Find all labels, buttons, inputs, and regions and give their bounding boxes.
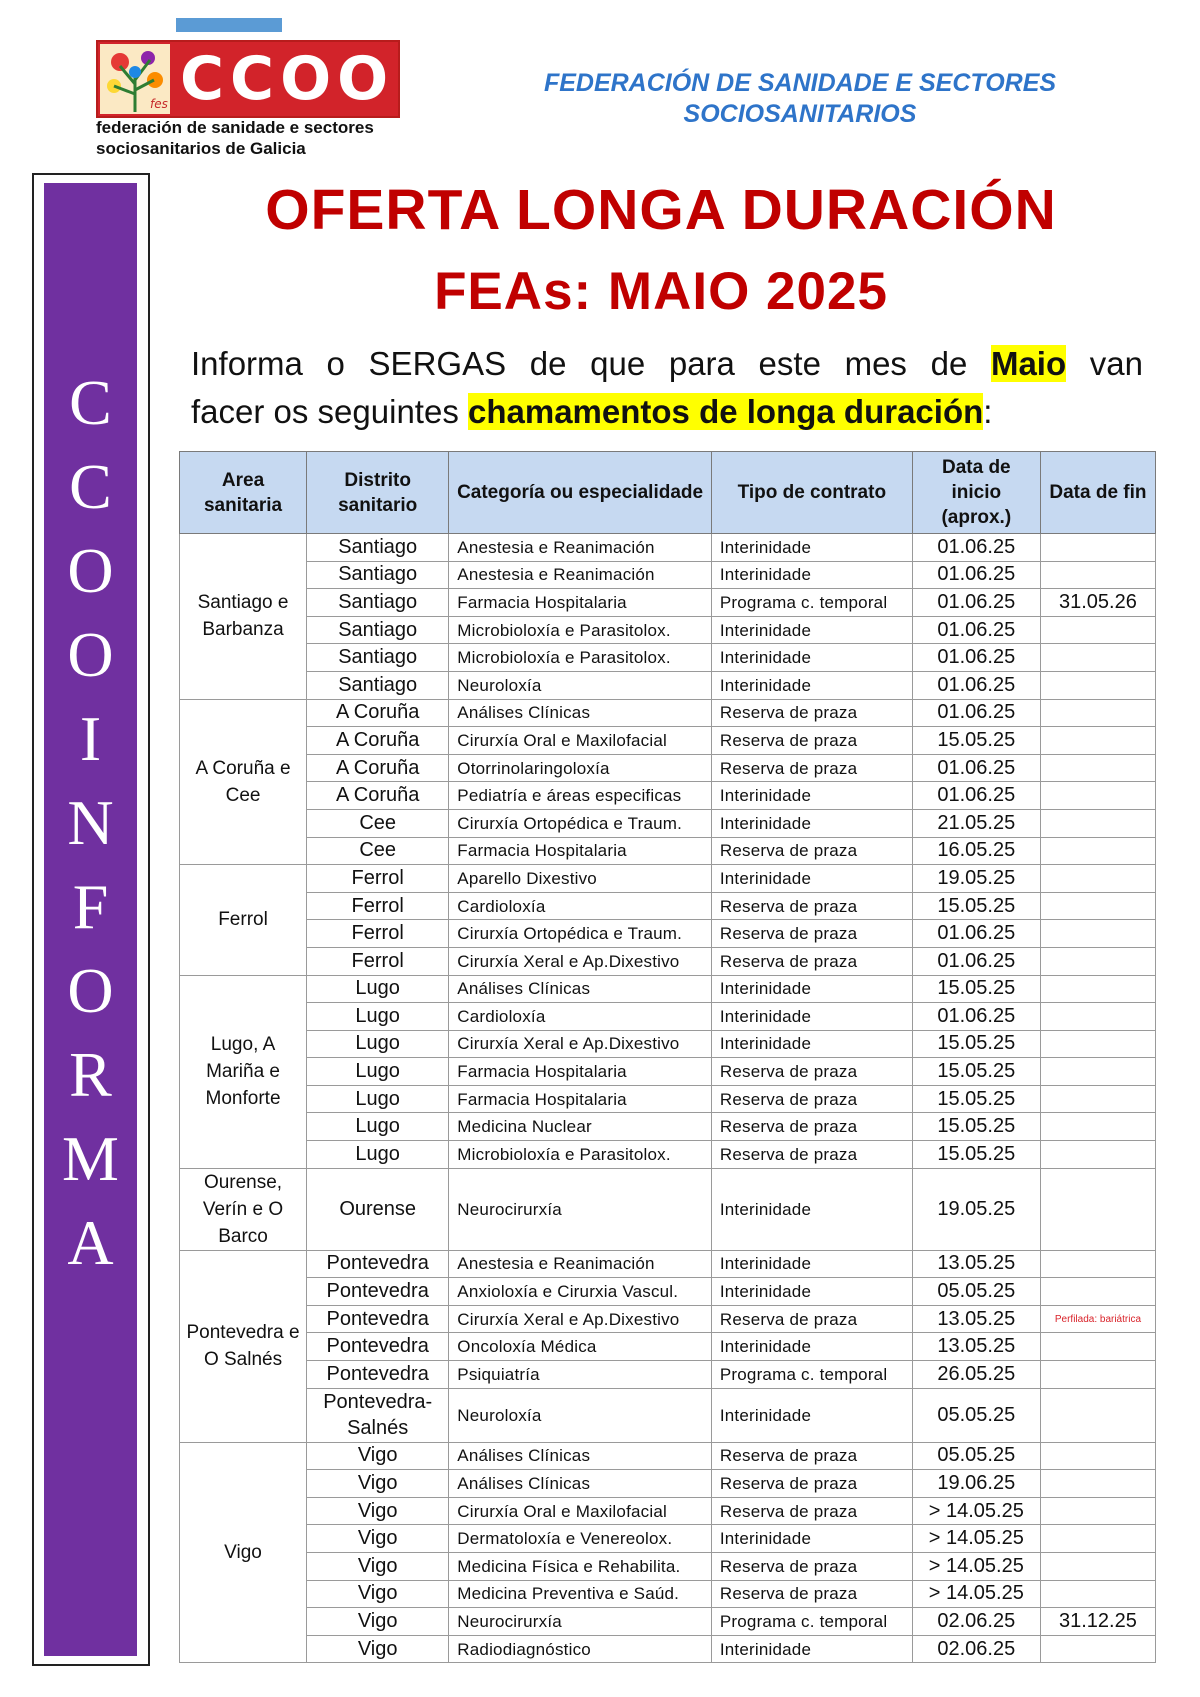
cell-tipo: Interinidade: [711, 1525, 912, 1553]
table-row: [180, 699, 1156, 727]
ccoo-informa-banner: [44, 183, 137, 1656]
cell-distrito: A Coruña: [307, 727, 449, 755]
cell-distrito: A Coruña: [307, 782, 449, 810]
cell-categoria: Neuroloxía: [449, 671, 712, 699]
header-distrito: Distrito sanitario: [307, 452, 449, 534]
cell-fin: [1040, 865, 1155, 893]
cell-fin: [1040, 782, 1155, 810]
intro-text-1: Informa o SERGAS de que para este mes de: [191, 345, 991, 382]
table-row: [180, 1580, 1156, 1608]
cell-inicio: 01.06.25: [912, 947, 1040, 975]
cell-categoria: Neurocirurxía: [449, 1608, 712, 1636]
cell-tipo: Reserva de praza: [711, 1553, 912, 1581]
cell-tipo: Interinidade: [711, 1333, 912, 1361]
header-fin: Data de fin: [1040, 452, 1155, 534]
header-categoria: Categoría ou especialidade: [449, 452, 712, 534]
table-row: [180, 975, 1156, 1003]
cell-inicio: 01.06.25: [912, 616, 1040, 644]
cell-fin: [1040, 892, 1155, 920]
cell-inicio: 15.05.25: [912, 727, 1040, 755]
cell-distrito: Santiago: [307, 589, 449, 617]
table-row: [180, 1525, 1156, 1553]
cell-categoria: Neuroloxía: [449, 1388, 712, 1442]
banner-letter: N: [67, 787, 114, 858]
cell-area: Lugo, A Mariña e Monforte: [180, 975, 307, 1168]
federation-line1: FEDERACIÓN DE SANIDADE E SECTORES: [543, 69, 1057, 97]
cell-distrito: Pontevedra-Salnés: [307, 1388, 449, 1442]
intro-line2: [191, 388, 1143, 436]
cell-tipo: Interinidade: [711, 671, 912, 699]
cell-tipo: Programa c. temporal: [711, 1361, 912, 1389]
cell-tipo: Interinidade: [711, 782, 912, 810]
table-row: [180, 754, 1156, 782]
cell-inicio: 01.06.25: [912, 754, 1040, 782]
table-row: [180, 616, 1156, 644]
cell-inicio: 13.05.25: [912, 1333, 1040, 1361]
cell-fin: [1040, 920, 1155, 948]
table-row: [180, 837, 1156, 865]
fes-emblem-icon: [100, 44, 170, 114]
cell-categoria: Farmacia Hospitalaria: [449, 589, 712, 617]
cell-distrito: Lugo: [307, 1003, 449, 1031]
cell-categoria: Pediatría e áreas especificas: [449, 782, 712, 810]
cell-categoria: Farmacia Hospitalaria: [449, 837, 712, 865]
cell-fin-note: Perfilada: bariátrica: [1040, 1305, 1155, 1333]
table-row: [180, 1305, 1156, 1333]
cell-distrito: A Coruña: [307, 699, 449, 727]
cell-tipo: Reserva de praza: [711, 1305, 912, 1333]
cell-categoria: Cardioloxía: [449, 892, 712, 920]
table-row: [180, 1003, 1156, 1031]
cell-fin: [1040, 1580, 1155, 1608]
header-tipo: Tipo de contrato: [711, 452, 912, 534]
cell-fin: [1040, 975, 1155, 1003]
cell-area: Ourense, Verín e O Barco: [180, 1168, 307, 1250]
cell-tipo: Reserva de praza: [711, 754, 912, 782]
table-row: [180, 589, 1156, 617]
banner-letter: C: [69, 367, 112, 438]
offers-table: [179, 451, 1156, 1663]
cell-inicio: > 14.05.25: [912, 1580, 1040, 1608]
cell-fin: [1040, 809, 1155, 837]
cell-categoria: Cirurxía Xeral e Ap.Dixestivo: [449, 1030, 712, 1058]
cell-distrito: Ferrol: [307, 947, 449, 975]
cell-tipo: Reserva de praza: [711, 1058, 912, 1086]
cell-categoria: Neurocirurxía: [449, 1168, 712, 1250]
table-row: [180, 809, 1156, 837]
table-row: [180, 561, 1156, 589]
cell-inicio: 01.06.25: [912, 699, 1040, 727]
cell-fin: [1040, 1553, 1155, 1581]
banner-letter: I: [79, 703, 102, 774]
cell-inicio: 02.06.25: [912, 1608, 1040, 1636]
table-row: [180, 1250, 1156, 1278]
table-row: [180, 947, 1156, 975]
table-row: [180, 920, 1156, 948]
cell-fin: [1040, 754, 1155, 782]
cell-tipo: Reserva de praza: [711, 1497, 912, 1525]
cell-distrito: Santiago: [307, 616, 449, 644]
cell-inicio: 01.06.25: [912, 671, 1040, 699]
cell-area: A Coruña e Cee: [180, 699, 307, 865]
cell-categoria: Anestesia e Reanimación: [449, 1250, 712, 1278]
page-title: OFERTA LONGA DURACIÓN: [265, 178, 1057, 242]
cell-categoria: Cardioloxía: [449, 1003, 712, 1031]
cell-distrito: Lugo: [307, 1085, 449, 1113]
cell-inicio: 26.05.25: [912, 1361, 1040, 1389]
banner-letter: M: [62, 1123, 119, 1194]
table-row: [180, 727, 1156, 755]
cell-distrito: Lugo: [307, 975, 449, 1003]
cell-categoria: Microbioloxía e Parasitolox.: [449, 1141, 712, 1169]
cell-categoria: Anestesia e Reanimación: [449, 561, 712, 589]
cell-tipo: Interinidade: [711, 809, 912, 837]
cell-categoria: Análises Clínicas: [449, 1470, 712, 1498]
cell-tipo: Interinidade: [711, 1168, 912, 1250]
banner-letter: F: [72, 871, 109, 942]
cell-distrito: Lugo: [307, 1058, 449, 1086]
header-area: Area sanitaria: [180, 452, 307, 534]
cell-categoria: Microbioloxía e Parasitolox.: [449, 644, 712, 672]
intro-text-4: :: [983, 393, 993, 430]
cell-distrito: Santiago: [307, 534, 449, 562]
cell-tipo: Interinidade: [711, 975, 912, 1003]
cell-distrito: Ferrol: [307, 920, 449, 948]
offers-table-body: [180, 534, 1156, 1663]
table-row: [180, 644, 1156, 672]
cell-inicio: 16.05.25: [912, 837, 1040, 865]
cell-categoria: Análises Clínicas: [449, 699, 712, 727]
cell-tipo: Reserva de praza: [711, 947, 912, 975]
cell-inicio: 01.06.25: [912, 920, 1040, 948]
cell-inicio: 05.05.25: [912, 1278, 1040, 1306]
cell-distrito: Santiago: [307, 671, 449, 699]
cell-distrito: Pontevedra: [307, 1361, 449, 1389]
cell-fin: [1040, 1250, 1155, 1278]
cell-inicio: 15.05.25: [912, 892, 1040, 920]
cell-tipo: Interinidade: [711, 616, 912, 644]
cell-inicio: 01.06.25: [912, 534, 1040, 562]
cell-fin: [1040, 1141, 1155, 1169]
table-row: [180, 1113, 1156, 1141]
cell-inicio: 13.05.25: [912, 1305, 1040, 1333]
cell-area: Pontevedra e O Salnés: [180, 1250, 307, 1442]
cell-tipo: Interinidade: [711, 644, 912, 672]
ccoo-logo: [96, 40, 400, 118]
cell-tipo: Reserva de praza: [711, 1442, 912, 1470]
table-row: [180, 1278, 1156, 1306]
cell-categoria: Análises Clínicas: [449, 975, 712, 1003]
cell-inicio: 01.06.25: [912, 644, 1040, 672]
cell-tipo: Reserva de praza: [711, 837, 912, 865]
cell-fin: [1040, 699, 1155, 727]
cell-categoria: Cirurxía Xeral e Ap.Dixestivo: [449, 947, 712, 975]
table-row: [180, 1141, 1156, 1169]
table-row: [180, 1361, 1156, 1389]
cell-distrito: Ferrol: [307, 892, 449, 920]
cell-fin: [1040, 1085, 1155, 1113]
table-row: [180, 1497, 1156, 1525]
cell-categoria: Farmacia Hospitalaria: [449, 1058, 712, 1086]
cell-inicio: 05.05.25: [912, 1388, 1040, 1442]
table-row: [180, 782, 1156, 810]
cell-categoria: Cirurxía Oral e Maxilofacial: [449, 1497, 712, 1525]
cell-inicio: 15.05.25: [912, 1030, 1040, 1058]
cell-distrito: Pontevedra: [307, 1250, 449, 1278]
cell-inicio: 01.06.25: [912, 1003, 1040, 1031]
cell-inicio: 19.06.25: [912, 1470, 1040, 1498]
cell-categoria: Cirurxía Ortopédica e Traum.: [449, 920, 712, 948]
table-row: [180, 1333, 1156, 1361]
cell-distrito: Lugo: [307, 1113, 449, 1141]
cell-tipo: Interinidade: [711, 1003, 912, 1031]
cell-fin: [1040, 1168, 1155, 1250]
cell-tipo: Reserva de praza: [711, 699, 912, 727]
table-row: [180, 892, 1156, 920]
logo-caption-line2: sociosanitarios de Galicia: [96, 139, 306, 158]
cell-fin: [1040, 1278, 1155, 1306]
cell-fin: [1040, 561, 1155, 589]
cell-categoria: Microbioloxía e Parasitolox.: [449, 616, 712, 644]
cell-categoria: Aparello Dixestivo: [449, 865, 712, 893]
cell-distrito: Lugo: [307, 1030, 449, 1058]
cell-distrito: Cee: [307, 837, 449, 865]
cell-fin: [1040, 1361, 1155, 1389]
cell-tipo: Interinidade: [711, 865, 912, 893]
cell-tipo: Reserva de praza: [711, 1141, 912, 1169]
cell-inicio: 01.06.25: [912, 782, 1040, 810]
cell-distrito: Vigo: [307, 1553, 449, 1581]
banner-letter: O: [67, 955, 114, 1026]
cell-tipo: Reserva de praza: [711, 1113, 912, 1141]
cell-categoria: Radiodiagnóstico: [449, 1635, 712, 1663]
cell-fin: [1040, 1003, 1155, 1031]
cell-categoria: Anxioloxía e Cirurxia Vascul.: [449, 1278, 712, 1306]
cell-fin: [1040, 1113, 1155, 1141]
cell-distrito: Pontevedra: [307, 1333, 449, 1361]
cell-inicio: > 14.05.25: [912, 1525, 1040, 1553]
cell-inicio: 01.06.25: [912, 589, 1040, 617]
cell-tipo: Reserva de praza: [711, 727, 912, 755]
cell-categoria: Otorrinolaringoloxía: [449, 754, 712, 782]
cell-tipo: Programa c. temporal: [711, 1608, 912, 1636]
cell-distrito: Vigo: [307, 1442, 449, 1470]
cell-fin: [1040, 671, 1155, 699]
table-row: [180, 1085, 1156, 1113]
cell-tipo: Interinidade: [711, 1030, 912, 1058]
table-row: [180, 1442, 1156, 1470]
cell-distrito: Vigo: [307, 1635, 449, 1663]
table-row: [180, 1470, 1156, 1498]
cell-fin: [1040, 534, 1155, 562]
cell-fin: [1040, 616, 1155, 644]
cell-distrito: Pontevedra: [307, 1305, 449, 1333]
intro-highlight: chamamentos de longa duración: [468, 393, 984, 430]
cell-fin: [1040, 644, 1155, 672]
banner-letter: A: [67, 1207, 114, 1278]
cell-area: Vigo: [180, 1442, 307, 1663]
cell-categoria: Medicina Preventiva e Saúd.: [449, 1580, 712, 1608]
cell-tipo: Reserva de praza: [711, 1580, 912, 1608]
table-header-row: [180, 452, 1156, 534]
cell-categoria: Cirurxía Ortopédica e Traum.: [449, 809, 712, 837]
logo-accent-bar: [176, 18, 282, 32]
cell-distrito: Santiago: [307, 561, 449, 589]
intro-text-3: facer os seguintes: [191, 393, 468, 430]
cell-distrito: Ferrol: [307, 865, 449, 893]
cell-tipo: Interinidade: [711, 1278, 912, 1306]
cell-categoria: Cirurxía Oral e Maxilofacial: [449, 727, 712, 755]
cell-inicio: 19.05.25: [912, 865, 1040, 893]
logo-caption: [96, 117, 426, 159]
cell-fin: 31.05.26: [1040, 589, 1155, 617]
table-row: [180, 865, 1156, 893]
cell-categoria: Cirurxía Xeral e Ap.Dixestivo: [449, 1305, 712, 1333]
cell-tipo: Reserva de praza: [711, 1085, 912, 1113]
table-row: [180, 1168, 1156, 1250]
cell-categoria: Análises Clínicas: [449, 1442, 712, 1470]
cell-distrito: Cee: [307, 809, 449, 837]
cell-inicio: > 14.05.25: [912, 1497, 1040, 1525]
cell-inicio: 19.05.25: [912, 1168, 1040, 1250]
intro-paragraph: [191, 340, 1143, 436]
cell-tipo: Interinidade: [711, 1388, 912, 1442]
cell-fin: [1040, 1030, 1155, 1058]
federation-line2: SOCIOSANITARIOS: [683, 100, 917, 128]
cell-fin: [1040, 837, 1155, 865]
cell-inicio: 15.05.25: [912, 1113, 1040, 1141]
cell-tipo: Interinidade: [711, 561, 912, 589]
logo-caption-line1: federación de sanidade e sectores: [96, 118, 374, 137]
banner-letter: C: [69, 451, 112, 522]
cell-area: Ferrol: [180, 865, 307, 975]
cell-tipo: Reserva de praza: [711, 920, 912, 948]
cell-tipo: Interinidade: [711, 1250, 912, 1278]
cell-categoria: Anestesia e Reanimación: [449, 534, 712, 562]
table-row: [180, 1058, 1156, 1086]
emblem-label: fes: [150, 97, 168, 111]
table-row: [180, 1388, 1156, 1442]
cell-categoria: Farmacia Hospitalaria: [449, 1085, 712, 1113]
cell-inicio: 01.06.25: [912, 561, 1040, 589]
cell-distrito: Vigo: [307, 1580, 449, 1608]
cell-distrito: Vigo: [307, 1497, 449, 1525]
cell-distrito: Ourense: [307, 1168, 449, 1250]
cell-inicio: 15.05.25: [912, 1141, 1040, 1169]
banner-letter: O: [67, 535, 114, 606]
cell-fin: [1040, 1470, 1155, 1498]
table-row: [180, 1030, 1156, 1058]
cell-categoria: Oncoloxía Médica: [449, 1333, 712, 1361]
cell-distrito: Pontevedra: [307, 1278, 449, 1306]
cell-fin: [1040, 1635, 1155, 1663]
table-row: [180, 534, 1156, 562]
cell-tipo: Reserva de praza: [711, 892, 912, 920]
cell-fin: [1040, 727, 1155, 755]
table-row: [180, 1608, 1156, 1636]
cell-tipo: Programa c. temporal: [711, 589, 912, 617]
cell-distrito: Vigo: [307, 1470, 449, 1498]
intro-text-2: van: [1066, 345, 1143, 382]
cell-fin: [1040, 1497, 1155, 1525]
table-row: [180, 671, 1156, 699]
banner-letter: R: [69, 1039, 112, 1110]
cell-fin: [1040, 1525, 1155, 1553]
cell-fin: [1040, 1058, 1155, 1086]
cell-tipo: Interinidade: [711, 534, 912, 562]
cell-fin: 31.12.25: [1040, 1608, 1155, 1636]
cell-fin: [1040, 1388, 1155, 1442]
cell-inicio: 15.05.25: [912, 1085, 1040, 1113]
cell-fin: [1040, 947, 1155, 975]
cell-fin: [1040, 1442, 1155, 1470]
cell-inicio: 15.05.25: [912, 1058, 1040, 1086]
cell-inicio: 02.06.25: [912, 1635, 1040, 1663]
table-row: [180, 1553, 1156, 1581]
cell-distrito: Santiago: [307, 644, 449, 672]
cell-distrito: Vigo: [307, 1608, 449, 1636]
cell-inicio: > 14.05.25: [912, 1553, 1040, 1581]
page-subtitle: FEAs: MAIO 2025: [434, 262, 888, 321]
federation-heading: [520, 68, 1080, 130]
cell-inicio: 13.05.25: [912, 1250, 1040, 1278]
cell-distrito: A Coruña: [307, 754, 449, 782]
cell-fin: [1040, 1333, 1155, 1361]
header-inicio: Data de inicio (aprox.): [912, 452, 1040, 534]
banner-letter: O: [67, 619, 114, 690]
cell-inicio: 21.05.25: [912, 809, 1040, 837]
cell-categoria: Medicina Nuclear: [449, 1113, 712, 1141]
cell-distrito: Vigo: [307, 1525, 449, 1553]
banner-letters: [44, 361, 137, 1285]
intro-line1: [191, 340, 1143, 388]
cell-inicio: 15.05.25: [912, 975, 1040, 1003]
intro-month-highlight: Maio: [990, 345, 1067, 382]
cell-area: Santiago e Barbanza: [180, 534, 307, 700]
logo-wordmark: CCOO: [180, 44, 395, 114]
cell-categoria: Medicina Física e Rehabilita.: [449, 1553, 712, 1581]
cell-categoria: Psiquiatría: [449, 1361, 712, 1389]
cell-distrito: Lugo: [307, 1141, 449, 1169]
table-row: [180, 1635, 1156, 1663]
cell-tipo: Reserva de praza: [711, 1470, 912, 1498]
cell-inicio: 05.05.25: [912, 1442, 1040, 1470]
cell-categoria: Dermatoloxía e Venereolox.: [449, 1525, 712, 1553]
cell-tipo: Interinidade: [711, 1635, 912, 1663]
